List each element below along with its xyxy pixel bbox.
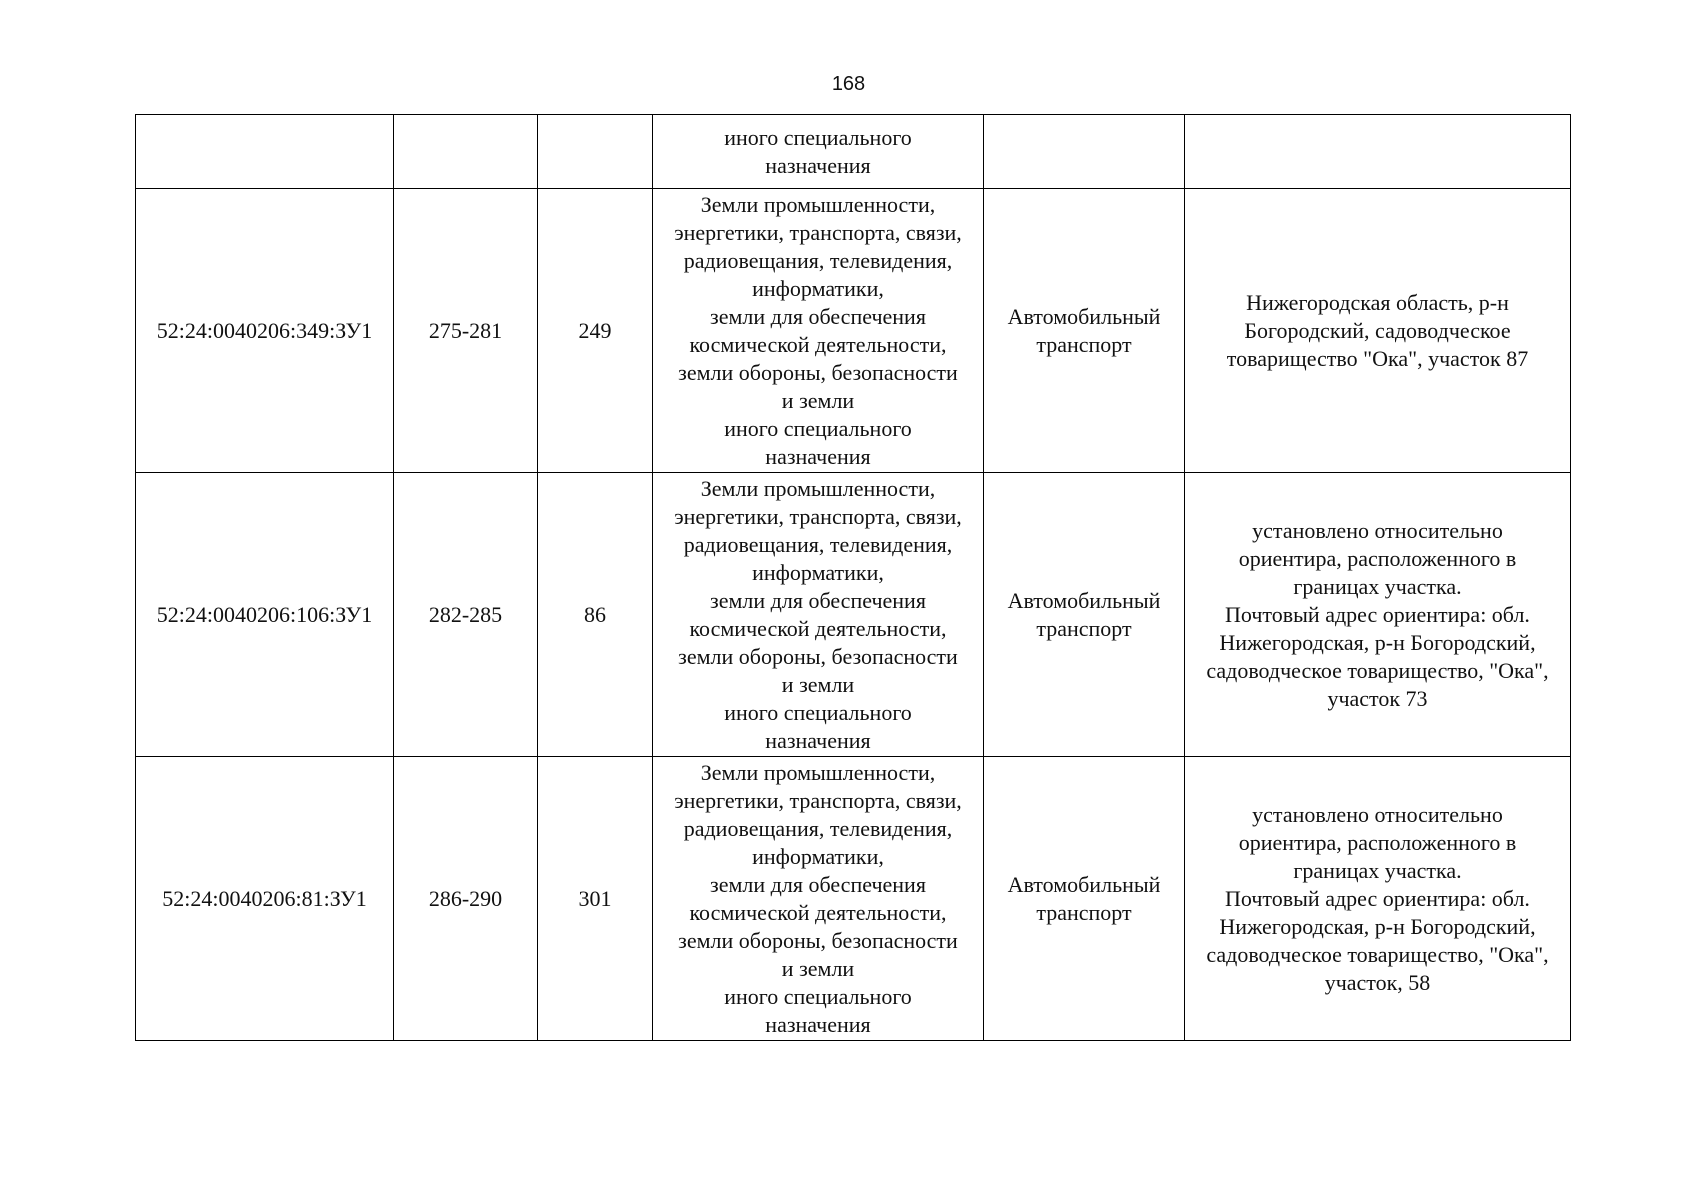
land-plots-table [135, 114, 1571, 1041]
point-numbers-cell: 275-281 [394, 189, 538, 473]
area-cell: 249 [538, 189, 653, 473]
land-category-cell: Земли промышленности, энергетики, транспорта, связи, радиовещания, телевидения, информатики, земли для обеспечения космической деятельности, земли обороны, безопасности и земли иного специального назначения [653, 473, 984, 757]
land-category-cell: Земли промышленности, энергетики, транспорта, связи, радиовещания, телевидения, информатики, земли для обеспечения космической деятельности, земли обороны, безопасности и земли иного специального назначения [653, 189, 984, 473]
cadastral-number-cell: 52:24:0040206:81:ЗУ1 [136, 757, 394, 1041]
point-numbers-cell: 282-285 [394, 473, 538, 757]
permitted-use-cell: Автомобильный транспорт [984, 189, 1185, 473]
table-row-continuation [136, 115, 1571, 189]
point-numbers-cell [394, 115, 538, 189]
table-row [136, 189, 1571, 473]
land-category-cell: иного специального назначения [653, 115, 984, 189]
permitted-use-cell [984, 115, 1185, 189]
address-cell [1185, 115, 1571, 189]
point-numbers-cell: 286-290 [394, 757, 538, 1041]
area-cell: 86 [538, 473, 653, 757]
area-cell: 301 [538, 757, 653, 1041]
land-category-cell: Земли промышленности, энергетики, транспорта, связи, радиовещания, телевидения, информатики, земли для обеспечения космической деятельности, земли обороны, безопасности и земли иного специального назначения [653, 757, 984, 1041]
address-cell: установлено относительно ориентира, расположенного в границах участка. Почтовый адрес ориентира: обл. Нижегородская, р-н Богородский, садоводческое товарищество, "Ока", участок 73 [1185, 473, 1571, 757]
page-number: 168 [831, 73, 866, 95]
address-cell: установлено относительно ориентира, расположенного в границах участка. Почтовый адрес ориентира: обл. Нижегородская, р-н Богородский, садоводческое товарищество, "Ока", участок, 58 [1185, 757, 1571, 1041]
table-row [136, 473, 1571, 757]
address-cell: Нижегородская область, р-н Богородский, садоводческое товарищество "Ока", участок 87 [1185, 189, 1571, 473]
cadastral-number-cell: 52:24:0040206:349:ЗУ1 [136, 189, 394, 473]
permitted-use-cell: Автомобильный транспорт [984, 473, 1185, 757]
area-cell [538, 115, 653, 189]
permitted-use-cell: Автомобильный транспорт [984, 757, 1185, 1041]
cadastral-number-cell [136, 115, 394, 189]
cadastral-number-cell: 52:24:0040206:106:ЗУ1 [136, 473, 394, 757]
table-row [136, 757, 1571, 1041]
